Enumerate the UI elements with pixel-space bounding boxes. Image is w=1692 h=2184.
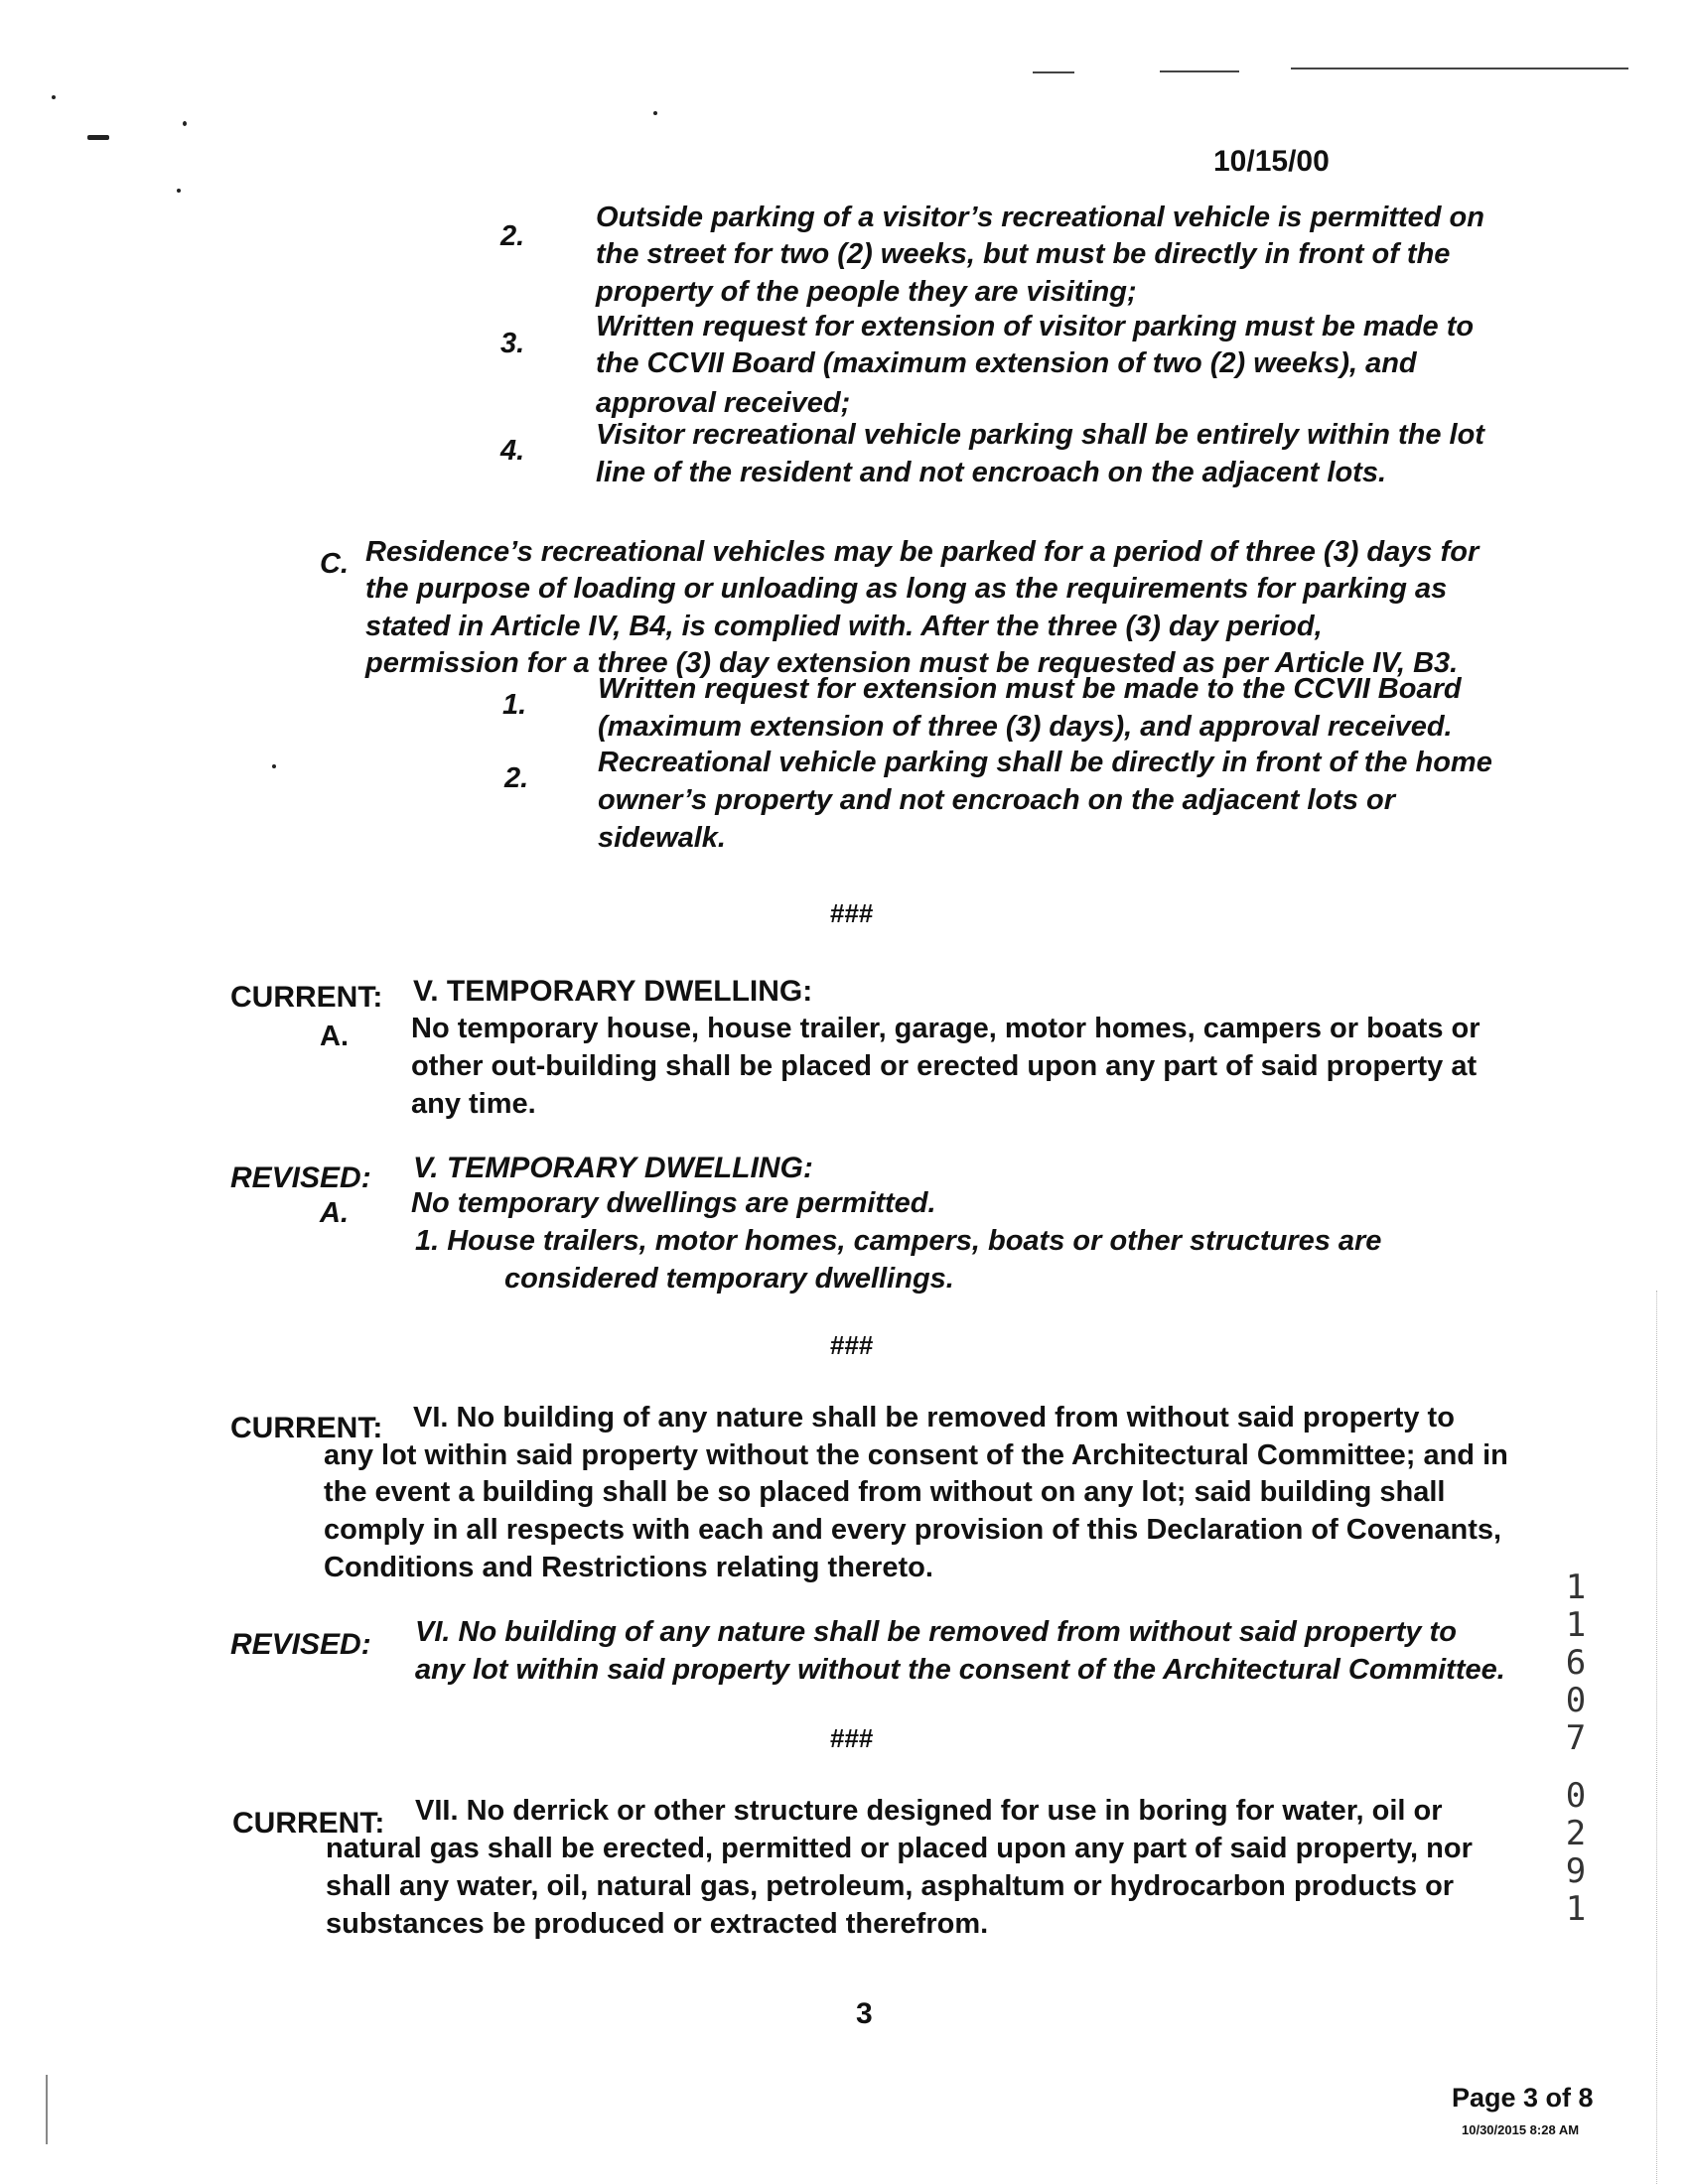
scan-rule bbox=[1033, 71, 1074, 73]
list-number: 4. bbox=[500, 435, 525, 467]
list-item-text: the street for two (2) weeks, but must be directly in front of the bbox=[596, 238, 1451, 270]
list-number: 2. bbox=[504, 762, 529, 794]
subsection-label: A. bbox=[320, 1021, 349, 1052]
paragraph-line: Residence’s recreational vehicles may be parked for a period of three (3) days for bbox=[365, 536, 1480, 568]
paragraph-line: any lot within said property without the consent of the Architectural Committee; and in bbox=[324, 1439, 1508, 1471]
stamp-digit: 1 bbox=[1565, 1568, 1587, 1607]
list-item-text: 1. House trailers, motor homes, campers, boats or other structures are bbox=[415, 1225, 1382, 1257]
recording-stamp bbox=[1561, 1569, 1591, 1928]
list-number: 3. bbox=[500, 328, 525, 359]
paragraph-line: No temporary house, house trailer, garage, motor homes, campers or boats or bbox=[411, 1013, 1480, 1044]
footer-page-count: Page 3 of 8 bbox=[1452, 2083, 1594, 2113]
list-item-text: Outside parking of a visitor’s recreational vehicle is permitted on bbox=[596, 202, 1484, 233]
list-item-text: considered temporary dwellings. bbox=[504, 1263, 954, 1295]
stamp-digit: 2 bbox=[1565, 1814, 1587, 1853]
section-title: V. TEMPORARY DWELLING: bbox=[413, 975, 813, 1008]
stamp-digit: 7 bbox=[1565, 1718, 1587, 1758]
scan-speck bbox=[87, 135, 109, 140]
scan-rule bbox=[1291, 68, 1628, 69]
list-number: 1. bbox=[502, 689, 527, 721]
paragraph-line: VI. No building of any nature shall be removed from without said property to bbox=[415, 1616, 1457, 1648]
current-label: CURRENT: bbox=[230, 1412, 383, 1444]
scan-speck bbox=[272, 764, 276, 768]
stamp-digit: 9 bbox=[1565, 1851, 1587, 1891]
section-title: V. TEMPORARY DWELLING: bbox=[413, 1152, 813, 1184]
list-item-text: (maximum extension of three (3) days), and approval received. bbox=[598, 711, 1453, 743]
stamp-digit: 1 bbox=[1565, 1889, 1587, 1929]
paragraph-line: the purpose of loading or unloading as long as the requirements for parking as bbox=[365, 573, 1448, 605]
current-label: CURRENT: bbox=[232, 1807, 385, 1840]
list-number: 2. bbox=[500, 220, 525, 252]
paragraph-line: VII. No derrick or other structure designed for use in boring for water, oil or bbox=[415, 1795, 1443, 1827]
stamp-digit: 0 bbox=[1565, 1776, 1587, 1816]
list-item-text: Written request for extension must be made to the CCVII Board bbox=[598, 673, 1462, 705]
document-date: 10/15/00 bbox=[1213, 145, 1330, 178]
footer-timestamp: 10/30/2015 8:28 AM bbox=[1462, 2122, 1580, 2137]
list-item-text: Written request for extension of visitor parking must be made to bbox=[596, 311, 1475, 342]
list-item-text: sidewalk. bbox=[598, 822, 726, 854]
paragraph-line: natural gas shall be erected, permitted or placed upon any part of said property, nor bbox=[326, 1833, 1473, 1864]
paragraph-line: comply in all respects with each and every provision of this Declaration of Covenants, bbox=[324, 1514, 1502, 1546]
stamp-digit: 6 bbox=[1565, 1643, 1587, 1683]
page-number: 3 bbox=[856, 1997, 873, 2030]
paragraph-line: the event a building shall be so placed from without on any lot; said building shall bbox=[324, 1476, 1446, 1508]
paragraph-line: Conditions and Restrictions relating thereto. bbox=[324, 1552, 933, 1583]
subsection-label: A. bbox=[320, 1197, 349, 1229]
scan-edge bbox=[1656, 1291, 1658, 2184]
list-item-text: owner’s property and not encroach on the adjacent lots or bbox=[598, 784, 1396, 816]
paragraph-line: substances be produced or extracted therefrom. bbox=[326, 1908, 989, 1940]
paragraph-line: stated in Article IV, B4, is complied with. After the three (3) day period, bbox=[365, 611, 1323, 642]
scan-speck bbox=[52, 95, 56, 99]
paragraph-line: permission for a three (3) day extension must be requested as per Article IV, B3. bbox=[365, 647, 1459, 679]
stamp-digit: 0 bbox=[1565, 1681, 1587, 1720]
scan-speck bbox=[177, 189, 181, 193]
stamp-digit: 1 bbox=[1565, 1605, 1587, 1645]
list-item-text: property of the people they are visiting; bbox=[596, 276, 1137, 308]
current-label: CURRENT: bbox=[230, 981, 383, 1014]
paragraph-line: VI. No building of any nature shall be removed from without said property to bbox=[413, 1402, 1455, 1433]
scan-edge bbox=[46, 2075, 49, 2144]
revised-label: REVISED: bbox=[230, 1628, 371, 1661]
list-item-text: the CCVII Board (maximum extension of two (2) weeks), and bbox=[596, 347, 1417, 379]
list-item-text: Recreational vehicle parking shall be directly in front of the home bbox=[598, 747, 1492, 778]
paragraph-line: any lot within said property without the consent of the Architectural Committee. bbox=[415, 1654, 1505, 1686]
paragraph-line: any time. bbox=[411, 1088, 536, 1120]
paragraph-line: shall any water, oil, natural gas, petroleum, asphaltum or hydrocarbon products or bbox=[326, 1870, 1455, 1902]
paragraph-line: No temporary dwellings are permitted. bbox=[411, 1187, 936, 1219]
section-separator: ### bbox=[830, 1723, 874, 1753]
section-separator: ### bbox=[830, 898, 874, 928]
scan-speck bbox=[183, 121, 187, 126]
list-item-text: approval received; bbox=[596, 387, 851, 419]
paragraph-line: other out-building shall be placed or erected upon any part of said property at bbox=[411, 1050, 1478, 1082]
section-separator: ### bbox=[830, 1330, 874, 1360]
revised-label: REVISED: bbox=[230, 1161, 371, 1194]
list-item-text: line of the resident and not encroach on the adjacent lots. bbox=[596, 457, 1386, 488]
section-label: C. bbox=[320, 548, 349, 580]
list-item-text: Visitor recreational vehicle parking shall be entirely within the lot bbox=[596, 419, 1484, 451]
scan-speck bbox=[653, 111, 657, 115]
scan-rule bbox=[1160, 70, 1239, 72]
